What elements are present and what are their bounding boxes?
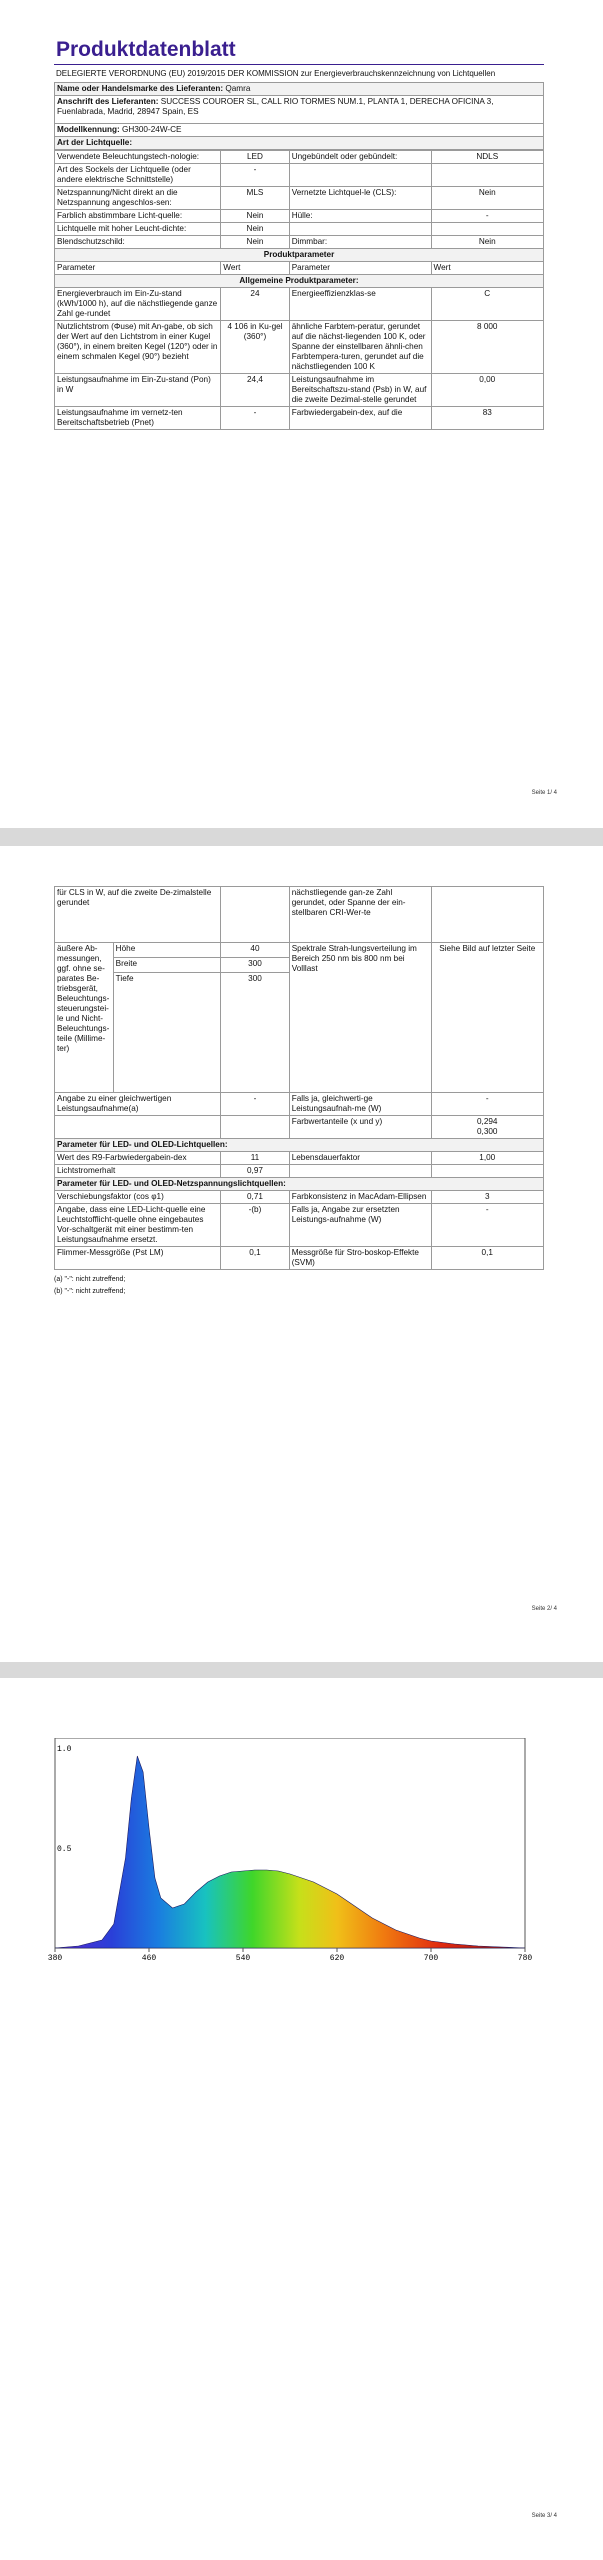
table-row: Verschiebungsfaktor (cos φ1) 0,71 Farbkonsistenz in MacAdam-Ellipsen 3 — [55, 1191, 544, 1204]
document-title: Produktdatenblatt — [54, 36, 544, 65]
product-parameters-heading: Produktparameter — [55, 249, 544, 262]
page-2 — [0, 846, 603, 1662]
footnote: (b) "-": nicht zutreffend; — [54, 1288, 126, 1295]
table-row: Art des Sockels der Lichtquelle (oder andere elektrische Schnittstelle) - — [55, 164, 544, 187]
dimensions-row: äußere Ab-messungen, ggf. ohne se-parates Be-triebsgerät, Beleuchtungs-steuerungstei-le und Nicht-Beleuchtungs-teile (Millime-ter) Höhe 40 Spektrale Strah-lungsverteilung im Bereich 250 nm bis 800 nm bei Volllast Siehe Bild auf letzter Seite — [55, 943, 544, 958]
page-3 — [0, 1678, 603, 2560]
table-row: Angabe, dass eine LED-Licht-quelle eine Leuchtstofflicht-quelle ohne eingebautes Vor-schaltgerät mit einer bestimm-ten Leistungsaufnahme ersetzt. -(b) Falls ja, Angabe zur ersetzten Leistungs-aufnahme (W) - — [55, 1204, 544, 1247]
type-heading: Art der Lichtquelle: — [55, 137, 544, 150]
x-tick-label: 620 — [329, 1954, 345, 1963]
page-number: Seite 2/ 4 — [531, 1606, 557, 1612]
y-tick-label: 0.5 — [57, 1845, 72, 1854]
footnotes — [54, 1270, 544, 1298]
page-2-content — [54, 886, 544, 1298]
spectrum-series-area — [55, 1756, 525, 1948]
table-row: Lichtstromerhalt 0,97 — [55, 1165, 544, 1178]
mains-parameters-heading: Parameter für LED- und OLED-Netzspannungslichtquellen: — [55, 1178, 544, 1191]
x-tick-label: 380 — [47, 1954, 63, 1963]
spectrum-chart — [0, 1738, 603, 1978]
table-row: Netzspannung/Nicht direkt an die Netzspannung angeschlos-sen: MLS Vernetzte Lichtquel-le (CLS): Nein — [55, 187, 544, 210]
table-row: Lichtquelle mit hoher Leucht-dichte: Nein — [55, 223, 544, 236]
page-1-content — [54, 36, 544, 430]
dimensions-row: Breite 300 — [55, 958, 544, 973]
table-row: Farblich abstimmbare Licht-quelle: Nein Hülle: - — [55, 210, 544, 223]
footnote: (a) "-": nicht zutreffend; — [54, 1276, 126, 1283]
supplier-table — [54, 82, 544, 150]
x-tick-label: 780 — [517, 1954, 533, 1963]
table-row: Angabe zu einer gleichwertigen Leistungsaufnahme(a) - Falls ja, gleichwerti-ge Leistungsaufnah-me (W) - — [55, 1093, 544, 1116]
table-row: Nutzlichtstrom (Φuse) mit An-gabe, ob sich der Wert auf den Lichtstrom in einer Kugel (360°), in einem breiten Kegel (120°) oder in einem schmalen Kegel (90°) bezieht 4 106 in Ku-gel (360°) ähnliche Farbtem-peratur, gerundet auf die nächst-liegenden 100 K, oder Spanne der einstellbaren ähnli-chen Farbtempera-turen, gerundet auf die nächstliegenden 100 K 8 000 — [55, 321, 544, 374]
table-row: Farbwertanteile (x und y) 0,294 0,300 — [55, 1116, 544, 1139]
y-tick-label: 1.0 — [57, 1745, 72, 1754]
x-tick-label: 540 — [235, 1954, 251, 1963]
supplier-address-row: Anschrift des Lieferanten: SUCCESS COUROER SL, CALL RIO TORMES NUM.1, PLANTA 1, DERECHA OFICINA 3, Fuenlabrada, Madrid, 28947 Spain, ES — [55, 96, 544, 124]
page-number: Seite 1/ 4 — [531, 790, 557, 796]
table-row: Wert des R9-Farbwiedergabein-dex 11 Lebensdauerfaktor 1,00 — [55, 1152, 544, 1165]
page-number: Seite 3/ 4 — [531, 2513, 557, 2519]
x-tick-label: 460 — [141, 1954, 157, 1963]
led-parameters-heading: Parameter für LED- und OLED-Lichtquellen: — [55, 1139, 544, 1152]
type-table — [54, 150, 544, 430]
table-row: Flimmer-Messgröße (Pst LM) 0,1 Messgröße für Stro-boskop-Effekte (SVM) 0,1 — [55, 1247, 544, 1270]
supplier-name-row: Name oder Handelsmarke des Lieferanten: Qamra — [55, 83, 544, 96]
table-row: Blendschutzschild: Nein Dimmbar: Nein — [55, 236, 544, 249]
parameters-table-continued — [54, 886, 544, 1270]
page-1 — [0, 0, 603, 828]
column-header-row: Parameter Wert Parameter Wert — [55, 262, 544, 275]
table-row: für CLS in W, auf die zweite De-zimalstelle gerundet nächstliegende gan-ze Zahl gerundet, oder Spanne der ein-stellbaren CRI-Wer-te — [55, 887, 544, 943]
regulation-text: DELEGIERTE VERORDNUNG (EU) 2019/2015 DER KOMMISSION zur Energieverbrauchskennzeichnung von Lichtquellen — [56, 69, 496, 78]
table-row: Verwendete Beleuchtungstech-nologie: LED Ungebündelt oder gebündelt: NDLS — [55, 151, 544, 164]
general-parameters-heading: Allgemeine Produktparameter: — [55, 275, 544, 288]
x-tick-label: 700 — [423, 1954, 439, 1963]
table-row: Energieverbrauch im Ein-Zu-stand (kWh/1000 h), auf die nächstliegende ganze Zahl ge-rundet 24 Energieeffizienzklas-se C — [55, 288, 544, 321]
table-row: Leistungsaufnahme im Ein-Zu-stand (Pon) in W 24,4 Leistungsaufnahme im Bereitschaftszu-stand (Psb) in W, auf die zweite Dezimal-stelle gerundet 0,00 — [55, 374, 544, 407]
model-row: Modellkennung: GH300-24W-CE — [55, 124, 544, 137]
dimensions-row: Tiefe 300 — [55, 973, 544, 1093]
table-row: Leistungsaufnahme im vernetz-ten Bereitschaftsbetrieb (Pnet) - Farbwiedergabein-dex, auf die 83 — [55, 407, 544, 430]
